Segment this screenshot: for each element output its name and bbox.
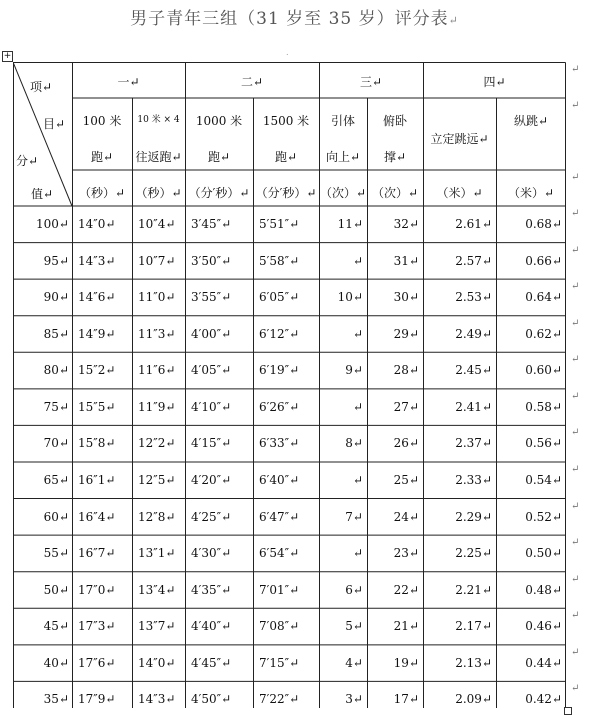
column-unit: （次）↵ (371, 186, 419, 200)
row-end-mark: ↵ (571, 317, 580, 329)
row-cell: 4′20″↵ (191, 472, 232, 487)
row-cell: 17″3↵ (78, 619, 116, 634)
row-cell: 9↵ (345, 363, 363, 378)
row-cell: 26↵ (393, 436, 419, 451)
row-cell: 6′47″↵ (259, 509, 300, 524)
column-label-line2: 跑↵ (207, 150, 231, 164)
row-cell: 6′33″↵ (259, 436, 300, 451)
row-cell: 0.56↵ (525, 436, 562, 451)
row-cell: 0.42↵ (525, 692, 562, 707)
column-label-line2: 跑↵ (90, 150, 114, 164)
row-cell: 7′15″↵ (259, 655, 300, 670)
row-cell: 6′26″↵ (259, 399, 300, 414)
row-cell: 14″9↵ (78, 326, 116, 341)
row-end-mark: ↵ (571, 208, 580, 219)
score-value: 100↵ (36, 217, 69, 231)
row-cell: 10″4↵ (138, 217, 176, 231)
row-cell: 7′08″↵ (259, 619, 300, 634)
score-value: 55↵ (43, 546, 69, 561)
row-cell: 4′50″↵ (191, 692, 232, 707)
row-end-mark: ↵ (571, 354, 580, 366)
group-label-2: 二↵ (240, 75, 264, 89)
row-cell: 2.37↵ (455, 436, 492, 451)
column-label-line1: 1500 米 (262, 114, 310, 128)
group-label-4: 四↵ (483, 75, 506, 89)
score-value: 95↵ (43, 253, 69, 268)
table-resize-handle[interactable] (564, 707, 572, 715)
row-cell: 0.46↵ (525, 619, 562, 634)
column-label: 立定跳远↵ (430, 132, 489, 146)
row-cell: 25↵ (393, 472, 419, 487)
row-end-mark: ↵ (571, 683, 580, 695)
row-cell: 6′19″↵ (259, 363, 300, 378)
row-end-mark: ↵ (571, 427, 580, 439)
score-value: 65↵ (43, 472, 69, 487)
row-cell: 14″0↵ (78, 217, 116, 231)
score-value: 35↵ (43, 692, 69, 707)
row-cell: 13″7↵ (138, 619, 176, 634)
paragraph-dot: . (286, 48, 289, 57)
row-cell: 2.45↵ (455, 363, 492, 378)
row-cell: 4′25″↵ (191, 509, 232, 524)
row-cell: 4′05″↵ (191, 363, 232, 378)
row-cell: 0.52↵ (525, 509, 562, 524)
row-cell: 0.64↵ (525, 290, 562, 305)
score-value: 80↵ (43, 363, 69, 378)
row-cell: ↵ (352, 546, 363, 561)
score-table (13, 62, 566, 708)
row-cell: 15″8↵ (78, 436, 116, 451)
column-unit: （米）↵ (436, 186, 483, 200)
row-cell: 7′22″↵ (259, 692, 300, 707)
row-cell: 6↵ (345, 582, 363, 597)
row-cell: 16″4↵ (78, 509, 116, 524)
row-cell: 2.61↵ (455, 217, 492, 231)
row-cell: 0.68↵ (525, 217, 562, 231)
row-cell: 28↵ (393, 363, 419, 378)
row-cell: 14″6↵ (78, 290, 116, 305)
score-value: 45↵ (43, 619, 69, 634)
row-cell: 17″6↵ (78, 655, 116, 670)
column-label-line1: 俯卧 (382, 114, 407, 128)
row-cell: 2.21↵ (455, 582, 492, 597)
row-cell: 0.62↵ (525, 326, 562, 341)
score-value: 40↵ (43, 655, 69, 670)
row-cell: 15″2↵ (78, 363, 116, 378)
table-move-handle-icon[interactable]: + (3, 51, 12, 61)
row-cell: 4′35″↵ (191, 582, 232, 597)
score-value: 90↵ (43, 290, 69, 305)
group-label-3: 三↵ (359, 75, 383, 89)
row-cell: 5↵ (345, 619, 363, 634)
row-end-mark: ↵ (571, 573, 580, 585)
score-value: 50↵ (43, 582, 69, 597)
column-unit: （秒）↵ (78, 186, 126, 200)
row-cell: 3′45″↵ (191, 217, 232, 231)
row-cell: 2.09↵ (455, 692, 492, 707)
row-cell: 27↵ (393, 399, 419, 414)
row-cell: 22↵ (393, 582, 419, 597)
row-cell: 16″7↵ (78, 546, 116, 561)
row-cell: 14″3↵ (138, 692, 176, 707)
row-cell: 24↵ (393, 509, 419, 524)
row-cell: 11″3↵ (138, 326, 176, 341)
row-cell: 2.57↵ (455, 253, 492, 268)
row-cell: 13″1↵ (138, 546, 176, 561)
row-cell: 6′05″↵ (259, 290, 300, 305)
row-cell: 0.58↵ (525, 399, 562, 414)
row-cell: ↵ (352, 472, 363, 487)
column-label-line2: 向上↵ (325, 150, 361, 164)
row-end-mark: ↵ (571, 172, 580, 183)
corner-label-mu: 目↵ (43, 117, 66, 131)
score-value: 75↵ (43, 399, 69, 414)
row-cell: ↵ (352, 399, 363, 414)
column-label-line2: 往返跑↵ (135, 150, 182, 164)
row-cell: 6′54″↵ (259, 546, 300, 561)
column-label-line1: 10 米 × 4 (137, 115, 180, 125)
row-cell: 0.66↵ (525, 253, 562, 268)
row-cell: 16″1↵ (78, 472, 116, 487)
row-cell: 2.33↵ (455, 472, 492, 487)
row-cell: 17″0↵ (78, 582, 116, 597)
row-cell: 19↵ (393, 655, 419, 670)
row-cell: 30↵ (393, 290, 419, 305)
title-text: 男子青年三组（31 岁至 35 岁）评分表 (130, 9, 449, 29)
row-cell: 4↵ (345, 655, 363, 670)
row-cell: 14″0↵ (138, 655, 176, 670)
row-cell: 32↵ (393, 217, 419, 231)
row-cell: ↵ (352, 326, 363, 341)
row-cell: 2.49↵ (455, 326, 492, 341)
column-unit: （分′秒）↵ (188, 186, 250, 200)
column-unit: （次）↵ (319, 186, 367, 200)
corner-label-fen: 分↵ (16, 154, 39, 168)
score-value: 60↵ (43, 509, 69, 524)
row-cell: 12″5↵ (138, 472, 176, 487)
paragraph-mark: ↵ (448, 14, 459, 27)
row-cell: 10↵ (337, 290, 363, 305)
row-end-mark: ↵ (571, 537, 580, 549)
row-cell: 15″5↵ (78, 399, 116, 414)
row-end-mark: ↵ (571, 244, 580, 256)
column-label-line2: 跑↵ (274, 150, 298, 164)
row-cell: 5′51″↵ (259, 217, 300, 231)
row-cell: 7↵ (345, 509, 363, 524)
row-cell: 14″3↵ (78, 253, 116, 268)
column-label-line2: 撑↵ (383, 150, 407, 164)
row-cell: 29↵ (393, 326, 419, 341)
column-unit: （秒）↵ (135, 186, 182, 200)
row-cell: 11″6↵ (138, 363, 176, 378)
row-cell: 2.29↵ (455, 509, 492, 524)
row-cell: 11″9↵ (138, 399, 176, 414)
row-cell: 12″2↵ (138, 436, 176, 451)
row-cell: 4′10″↵ (191, 399, 232, 414)
row-cell: 17″9↵ (78, 692, 116, 707)
row-cell: 6′12″↵ (259, 326, 300, 341)
row-cell: 2.53↵ (455, 290, 492, 305)
row-cell: 6′40″↵ (259, 472, 300, 487)
row-cell: 5′58″↵ (259, 253, 300, 268)
row-end-mark: ↵ (571, 610, 580, 622)
row-cell: 17↵ (393, 692, 419, 707)
row-end-mark: ↵ (571, 463, 580, 475)
row-cell: 31↵ (393, 253, 419, 268)
row-cell: 21↵ (393, 619, 419, 634)
row-cell: 11″0↵ (138, 290, 176, 305)
corner-label-zhi: 值↵ (31, 187, 54, 201)
column-unit: （米）↵ (507, 186, 555, 200)
row-cell: 0.44↵ (525, 655, 562, 670)
row-cell: ↵ (352, 253, 363, 268)
row-cell: 11↵ (337, 217, 363, 231)
row-end-mark: ↵ (571, 646, 580, 658)
row-cell: 4′45″↵ (191, 655, 232, 670)
row-end-mark: ↵ (571, 281, 580, 293)
row-cell: 3′50″↵ (191, 253, 232, 268)
row-cell: 4′40″↵ (191, 619, 232, 634)
column-unit: （分′秒）↵ (255, 186, 317, 200)
row-cell: 7′01″↵ (259, 582, 300, 597)
row-cell: 12″8↵ (138, 509, 176, 524)
row-cell: 13″4↵ (138, 582, 176, 597)
row-cell: 4′15″↵ (191, 436, 232, 451)
group-label-1: 一↵ (117, 75, 140, 89)
row-cell: 8↵ (345, 436, 363, 451)
score-value: 70↵ (43, 436, 69, 451)
row-cell: 3′55″↵ (191, 290, 232, 305)
column-label-line1: 1000 米 (195, 114, 243, 128)
page-title (0, 4, 589, 29)
row-cell: 2.17↵ (455, 619, 492, 634)
row-end-mark: ↵ (571, 500, 580, 512)
column-label: 纵跳↵ (513, 114, 549, 128)
corner-label-item: 项↵ (30, 80, 53, 94)
row-cell: 2.41↵ (455, 399, 492, 414)
column-label-line1: 引体 (330, 114, 355, 128)
row-cell: 0.60↵ (525, 363, 562, 378)
row-end-mark: ↵ (571, 100, 580, 111)
row-end-mark: ↵ (571, 64, 580, 75)
row-cell: 3↵ (345, 692, 363, 707)
row-cell: 4′00″↵ (191, 326, 232, 341)
row-end-mark: ↵ (571, 390, 580, 402)
row-cell: 0.50↵ (525, 546, 562, 561)
row-cell: 2.25↵ (455, 546, 492, 561)
row-cell: 4′30″↵ (191, 546, 232, 561)
column-label-line1: 100 米 (82, 114, 122, 128)
score-value: 85↵ (43, 326, 69, 341)
row-cell: 0.54↵ (525, 472, 562, 487)
row-cell: 0.48↵ (525, 582, 562, 597)
row-cell: 10″7↵ (138, 253, 176, 268)
row-cell: 23↵ (393, 546, 419, 561)
row-cell: 2.13↵ (455, 655, 492, 670)
